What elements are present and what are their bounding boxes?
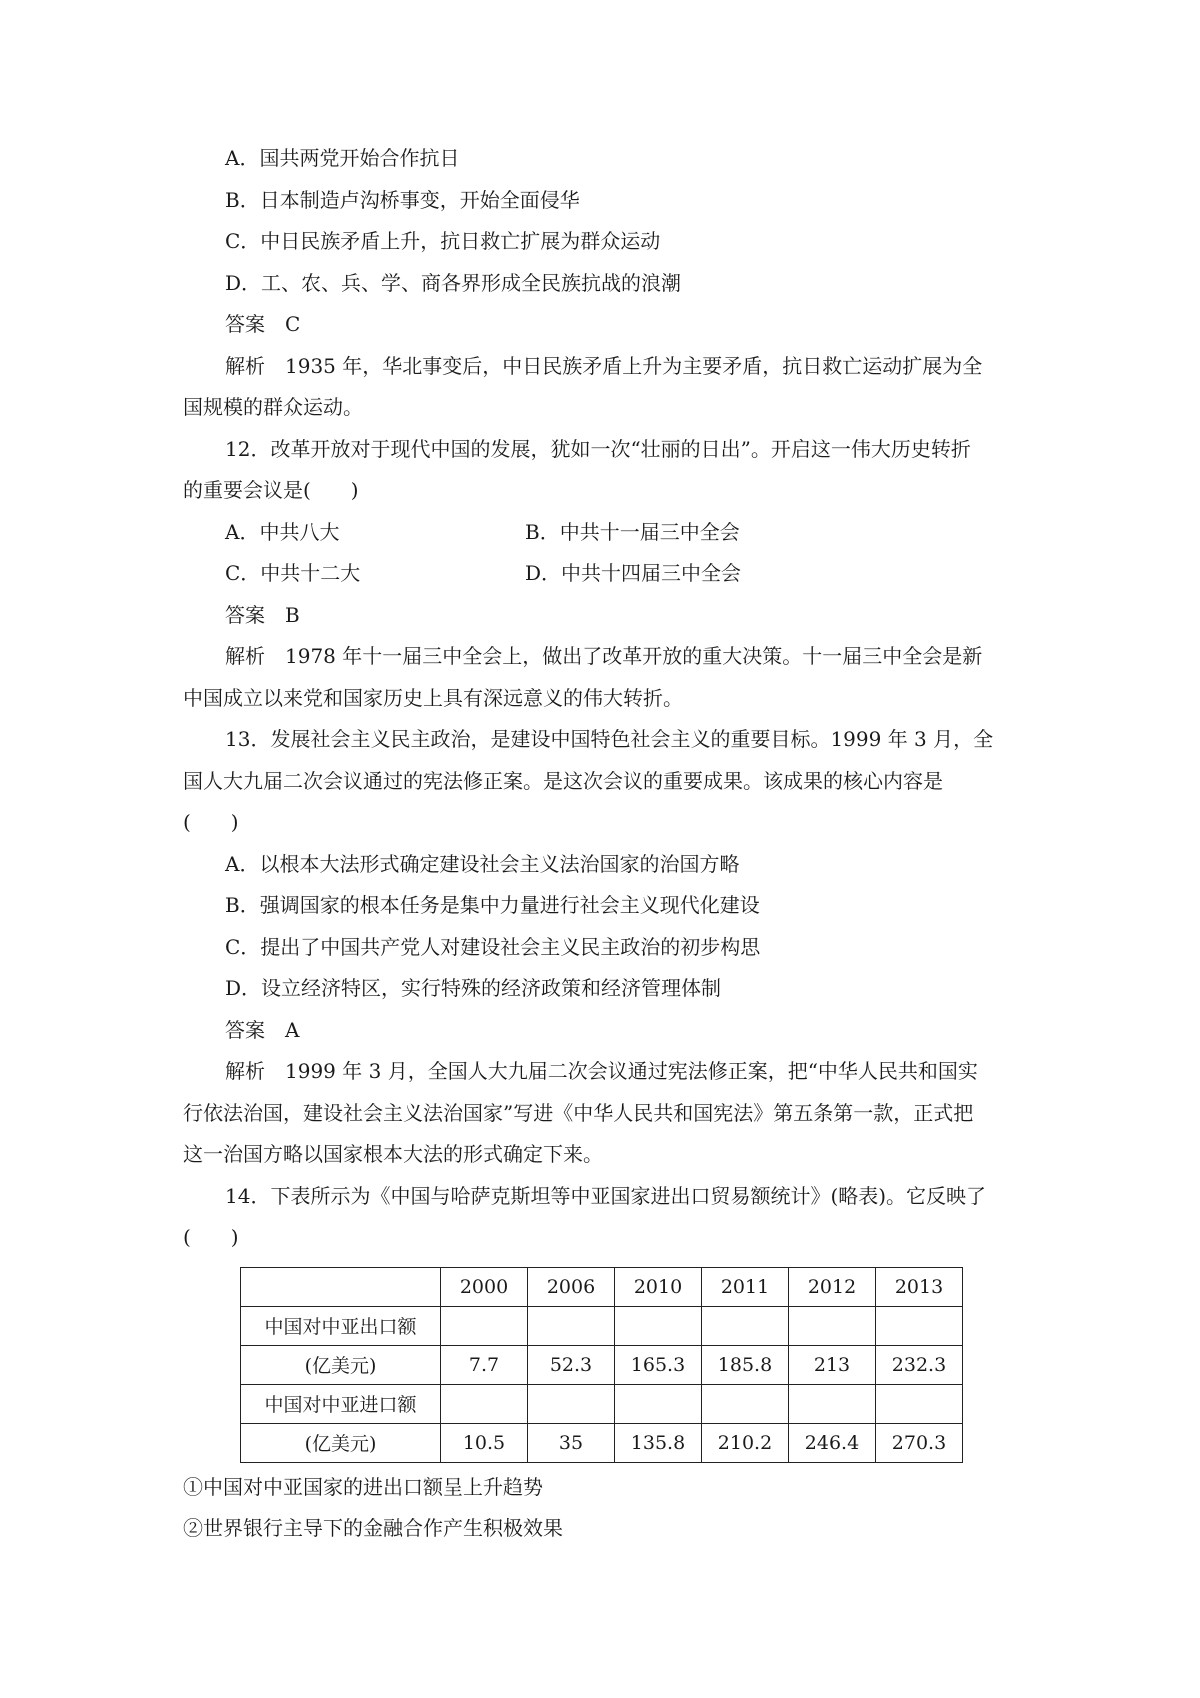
q12-analysis-line-1: 解析 1978 年十一届三中全会上，做出了改革开放的重大决策。十一届三中全会是新	[225, 644, 983, 668]
import-value: 35	[528, 1423, 615, 1462]
export-value: 165.3	[615, 1345, 702, 1384]
import-value: 10.5	[441, 1423, 528, 1462]
q14-item-1: ①中国对中亚国家的进出口额呈上升趋势	[183, 1474, 543, 1499]
q13-option-d: D．设立经济特区，实行特殊的经济政策和经济管理体制	[225, 976, 722, 1000]
year-header: 2006	[528, 1267, 615, 1306]
table-cell	[615, 1306, 702, 1345]
export-value: 52.3	[528, 1345, 615, 1384]
table-cell	[789, 1306, 876, 1345]
export-value: 185.8	[702, 1345, 789, 1384]
trade-table	[240, 1267, 963, 1463]
year-header: 2010	[615, 1267, 702, 1306]
q12-option-b: B．中共十一届三中全会	[525, 519, 740, 544]
import-label-line-1: 中国对中亚进口额	[241, 1384, 441, 1423]
q12-option-c: C．中共十二大	[225, 561, 361, 585]
export-label-line-2: (亿美元)	[241, 1345, 441, 1384]
q12-stem-line-2: 的重要会议是( )	[183, 478, 359, 502]
table-row	[241, 1423, 963, 1462]
year-header: 2012	[789, 1267, 876, 1306]
table-cell	[702, 1384, 789, 1423]
export-value: 213	[789, 1345, 876, 1384]
q14-stem-line-2: ( )	[183, 1225, 239, 1249]
table-cell	[876, 1306, 963, 1345]
table-cell	[615, 1384, 702, 1423]
year-header: 2000	[441, 1267, 528, 1306]
export-label-line-1: 中国对中亚出口额	[241, 1306, 441, 1345]
q13-stem-line-2: 国人大九届二次会议通过的宪法修正案。是这次会议的重要成果。该成果的核心内容是	[183, 768, 943, 793]
table-cell	[789, 1384, 876, 1423]
q11-analysis-line-2: 国规模的群众运动。	[183, 395, 363, 419]
table-cell	[528, 1384, 615, 1423]
q12-option-d: D．中共十四届三中全会	[525, 561, 742, 585]
document-page	[183, 138, 1028, 1550]
q13-analysis-line-2: 行依法治国，建设社会主义法治国家”写进《中华人民共和国宪法》第五条第一款，正式把	[183, 1100, 974, 1125]
year-header: 2011	[702, 1267, 789, 1306]
table-row	[241, 1384, 963, 1423]
q13-stem-line-3: ( )	[183, 810, 239, 834]
table-row	[241, 1306, 963, 1345]
q13-option-a: A．以根本大法形式确定建设社会主义法治国家的治国方略	[225, 851, 740, 876]
q13-analysis-line-3: 这一治国方略以国家根本大法的形式确定下来。	[183, 1142, 603, 1166]
q13-option-c: C．提出了中国共产党人对建设社会主义民主政治的初步构思	[225, 934, 761, 959]
q12-analysis-line-2: 中国成立以来党和国家历史上具有深远意义的伟大转折。	[183, 685, 683, 710]
export-value: 7.7	[441, 1345, 528, 1384]
q12-answer: 答案 B	[225, 602, 300, 627]
q13-answer: 答案 A	[225, 1017, 300, 1042]
table-row	[241, 1345, 963, 1384]
q11-option-b: B．日本制造卢沟桥事变，开始全面侵华	[225, 187, 580, 212]
table-corner-cell	[241, 1267, 441, 1306]
year-header: 2013	[876, 1267, 963, 1306]
q13-option-b: B．强调国家的根本任务是集中力量进行社会主义现代化建设	[225, 893, 760, 917]
table-cell	[702, 1306, 789, 1345]
q13-stem-line-1: 13．发展社会主义民主政治，是建设中国特色社会主义的重要目标。1999 年 3 月，全	[225, 727, 994, 751]
q12-options-row-1	[183, 512, 1028, 554]
q11-analysis-line-1: 解析 1935 年，华北事变后，中日民族矛盾上升为主要矛盾，抗日救亡运动扩展为全	[225, 353, 983, 378]
q11-option-c: C．中日民族矛盾上升，抗日救亡扩展为群众运动	[225, 229, 661, 253]
q11-option-d: D．工、农、兵、学、商各界形成全民族抗战的浪潮	[225, 270, 682, 295]
import-value: 210.2	[702, 1423, 789, 1462]
table-cell	[528, 1306, 615, 1345]
q11-answer: 答案 C	[225, 312, 301, 336]
table-cell	[876, 1384, 963, 1423]
q14-item-2: ②世界银行主导下的金融合作产生积极效果	[183, 1516, 563, 1540]
export-value: 232.3	[876, 1345, 963, 1384]
import-label-line-2: (亿美元)	[241, 1423, 441, 1462]
q14-stem-line-1: 14．下表所示为《中国与哈萨克斯坦等中亚国家进出口贸易额统计》(略表)。它反映了	[225, 1183, 987, 1208]
q12-option-a: A．中共八大	[225, 519, 340, 544]
q13-analysis-line-1: 解析 1999 年 3 月，全国人大九届二次会议通过宪法修正案，把“中华人民共和国实	[225, 1059, 978, 1083]
import-value: 246.4	[789, 1423, 876, 1462]
table-cell	[441, 1306, 528, 1345]
table-cell	[441, 1384, 528, 1423]
q12-stem-line-1: 12．改革开放对于现代中国的发展，犹如一次“壮丽的日出”。开启这一伟大历史转折	[225, 436, 971, 461]
import-value: 270.3	[876, 1423, 963, 1462]
q11-option-a: A．国共两党开始合作抗日	[225, 146, 460, 170]
import-value: 135.8	[615, 1423, 702, 1462]
table-header-row	[241, 1267, 963, 1306]
q12-options-row-2	[183, 553, 1028, 595]
